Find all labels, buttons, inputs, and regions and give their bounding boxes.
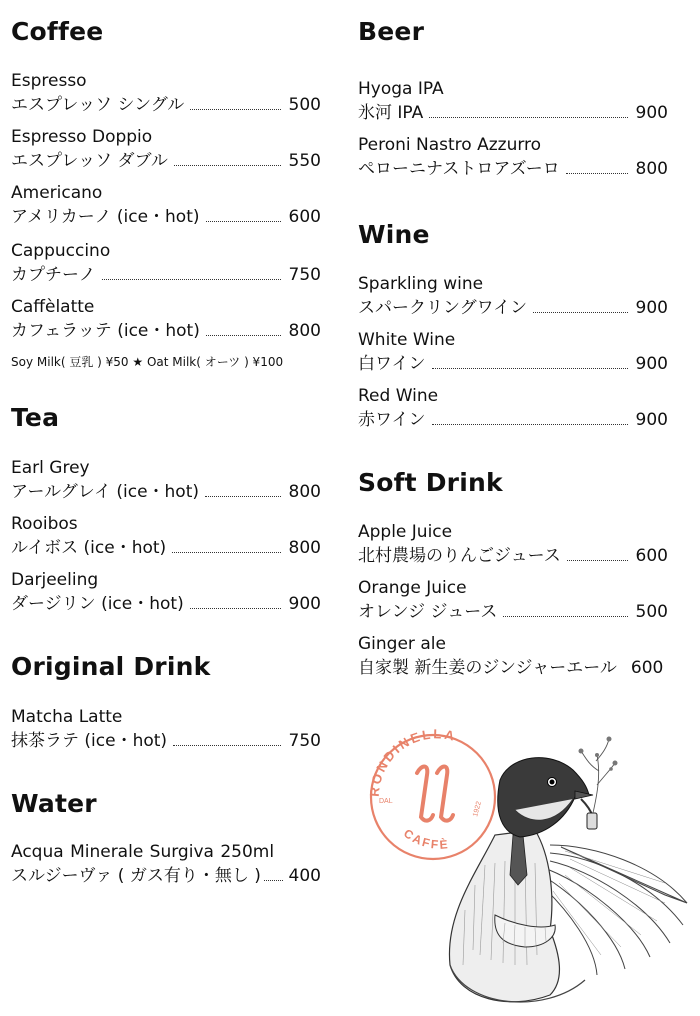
logo-year: 1922 — [472, 800, 483, 818]
item-name-en: Espresso — [11, 71, 87, 91]
menu-item — [358, 633, 668, 679]
item-name-jp: 白ワイン — [358, 354, 426, 374]
item-price: 800 — [288, 321, 321, 341]
beer-section — [358, 17, 668, 47]
rondinella-caffe-logo — [367, 726, 495, 859]
dot-leader — [567, 560, 628, 561]
item-name-jp: アメリカーノ (ice・hot) — [11, 207, 200, 227]
item-name-en: Acqua Minerale Surgiva 250ml — [11, 842, 275, 862]
dot-leader — [432, 368, 628, 369]
dot-leader — [173, 745, 281, 746]
dot-leader — [206, 335, 281, 336]
dot-leader — [503, 616, 627, 617]
tea-heading: Tea — [11, 403, 60, 432]
menu-item — [11, 457, 321, 503]
tea-section — [11, 403, 321, 433]
item-price: 900 — [635, 410, 668, 430]
beer-heading: Beer — [358, 17, 425, 46]
menu-item — [358, 521, 668, 567]
menu-item — [11, 706, 321, 752]
item-name-en: Americano — [11, 183, 103, 203]
menu-item — [11, 240, 321, 286]
item-name-jp: ペローニナストロアズーロ — [358, 159, 560, 179]
menu-item — [358, 385, 668, 431]
rondinella-logo-illustration — [365, 725, 695, 1012]
menu-item — [11, 296, 321, 342]
item-price: 800 — [288, 482, 321, 502]
item-price: 750 — [288, 731, 321, 751]
soft-drink-heading: Soft Drink — [358, 468, 503, 497]
item-name-en: Darjeeling — [11, 570, 99, 590]
item-name-en: Espresso Doppio — [11, 127, 153, 147]
item-price: 800 — [635, 159, 668, 179]
menu-item — [11, 569, 321, 615]
item-name-jp: カプチーノ — [11, 265, 96, 285]
logo-sub: CAFFÈ — [401, 826, 451, 852]
menu-item — [11, 70, 321, 116]
item-name-en: White Wine — [358, 330, 456, 350]
dot-leader — [205, 496, 281, 497]
item-name-jp: カフェラッテ (ice・hot) — [11, 321, 200, 341]
item-price: 800 — [288, 538, 321, 558]
menu-item — [11, 126, 321, 172]
dot-leader — [174, 165, 281, 166]
item-price: 500 — [635, 602, 668, 622]
item-price: 400 — [288, 866, 321, 886]
item-price: 900 — [288, 594, 321, 614]
item-name-jp: スルジーヴァ ( ガス有り・無し ) — [11, 866, 261, 886]
menu-item — [358, 329, 668, 375]
dot-leader — [190, 608, 281, 609]
menu-item — [358, 78, 668, 124]
original-drink-section — [11, 652, 321, 682]
item-name-jp: 北村農場のりんごジュース — [358, 546, 561, 566]
item-name-jp: エスプレッソ ダブル — [11, 151, 168, 171]
coffee-section — [11, 17, 321, 47]
item-price: 600 — [635, 546, 668, 566]
soft-drink-section — [358, 468, 668, 498]
item-name-en: Sparkling wine — [358, 274, 484, 294]
item-name-jp: オレンジ ジュース — [358, 602, 498, 622]
item-name-en: Apple Juice — [358, 522, 453, 542]
menu-item — [358, 273, 668, 319]
item-price: 900 — [635, 103, 668, 123]
item-name-jp: 氷河 IPA — [358, 103, 424, 123]
coffee-heading: Coffee — [11, 17, 104, 46]
menu-item — [358, 577, 668, 623]
item-name-jp: 赤ワイン — [358, 410, 426, 430]
item-name-jp: アールグレイ (ice・hot) — [11, 482, 199, 502]
item-name-en: Orange Juice — [358, 578, 467, 598]
item-name-en: Ginger ale — [358, 634, 446, 654]
item-name-jp: 抹茶ラテ (ice・hot) — [11, 731, 168, 751]
dot-leader — [429, 117, 627, 118]
dot-leader — [566, 173, 628, 174]
item-name-en: Cappuccino — [11, 241, 111, 261]
water-heading: Water — [11, 789, 97, 818]
item-name-jp: ダージリン (ice・hot) — [11, 594, 184, 614]
item-name-en: Rooibos — [11, 514, 78, 534]
item-name-jp: スパークリングワイン — [358, 298, 528, 318]
swallow-illustration — [365, 725, 695, 1012]
dot-leader — [264, 880, 283, 881]
item-price: 900 — [635, 354, 668, 374]
item-name-en: Caffèlatte — [11, 297, 95, 317]
item-name-jp: 自家製 新生姜のジンジャーエール — [358, 658, 617, 678]
item-name-jp: ルイボス (ice・hot) — [11, 538, 167, 558]
wine-heading: Wine — [358, 220, 430, 249]
svg-text:CAFFÈ — [401, 826, 450, 852]
item-price: 550 — [288, 151, 321, 171]
dot-leader — [102, 279, 281, 280]
item-name-jp: エスプレッソ シングル — [11, 95, 185, 115]
item-price: 600 — [288, 207, 321, 227]
item-price: 500 — [288, 95, 321, 115]
item-price: 900 — [635, 298, 668, 318]
dot-leader — [432, 424, 628, 425]
logo-dal: DAL — [379, 798, 393, 805]
water-section — [11, 789, 321, 819]
dot-leader — [172, 552, 280, 553]
item-price: 750 — [288, 265, 321, 285]
milk-option-note: Soy Milk( 豆乳 ) ¥50 ★ Oat Milk( オーツ ) ¥100 — [11, 355, 284, 369]
logo-name: RONDINELLA — [366, 726, 459, 798]
item-name-en: Peroni Nastro Azzurro — [358, 135, 542, 155]
menu-item — [11, 182, 321, 228]
wine-section — [358, 220, 668, 250]
item-name-en: Hyoga IPA — [358, 79, 444, 99]
original-drink-heading: Original Drink — [11, 652, 211, 681]
menu-item — [11, 841, 321, 887]
dot-leader — [190, 109, 280, 110]
menu-item — [358, 134, 668, 180]
item-name-en: Matcha Latte — [11, 707, 123, 727]
item-price: 600 — [630, 658, 664, 678]
item-name-en: Red Wine — [358, 386, 439, 406]
dot-leader — [206, 221, 281, 222]
dot-leader — [533, 312, 627, 313]
menu-item — [11, 513, 321, 559]
item-name-en: Earl Grey — [11, 458, 90, 478]
